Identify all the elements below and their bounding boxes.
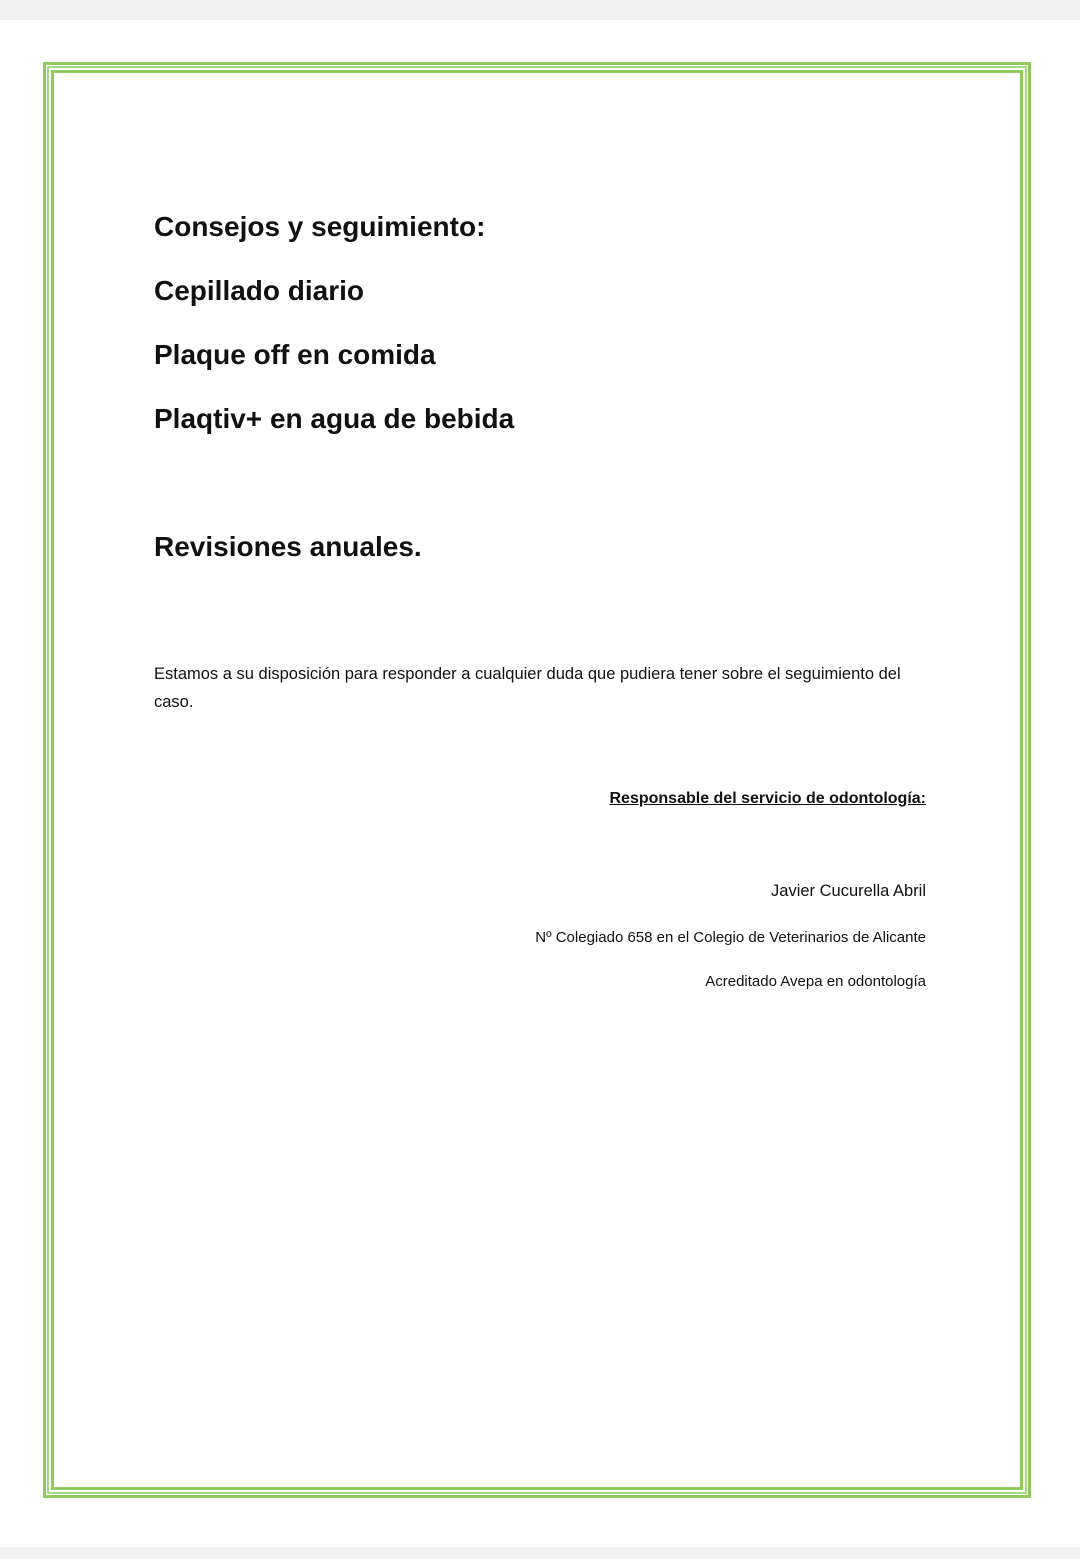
document-page	[0, 20, 1080, 1547]
signature-accreditation: Acreditado Avepa en odontología	[705, 973, 926, 990]
heading-cepillado: Cepillado diario	[154, 275, 365, 306]
signature-title: Responsable del servicio de odontología:	[609, 790, 926, 807]
availability-paragraph: Estamos a su disposición para responder a cualquier duda que pudiera tener sobre el seguimiento del caso.	[154, 665, 901, 711]
signature-name: Javier Cucurella Abril	[771, 882, 926, 900]
heading-plaqtiv: Plaqtiv+ en agua de bebida	[154, 403, 515, 434]
heading-consejos: Consejos y seguimiento:	[154, 211, 486, 242]
signature-registration: Nº Colegiado 658 en el Colegio de Veterinarios de Alicante	[535, 929, 926, 946]
heading-revisiones: Revisiones anuales.	[154, 531, 422, 562]
heading-plaque-off: Plaque off en comida	[154, 339, 436, 370]
